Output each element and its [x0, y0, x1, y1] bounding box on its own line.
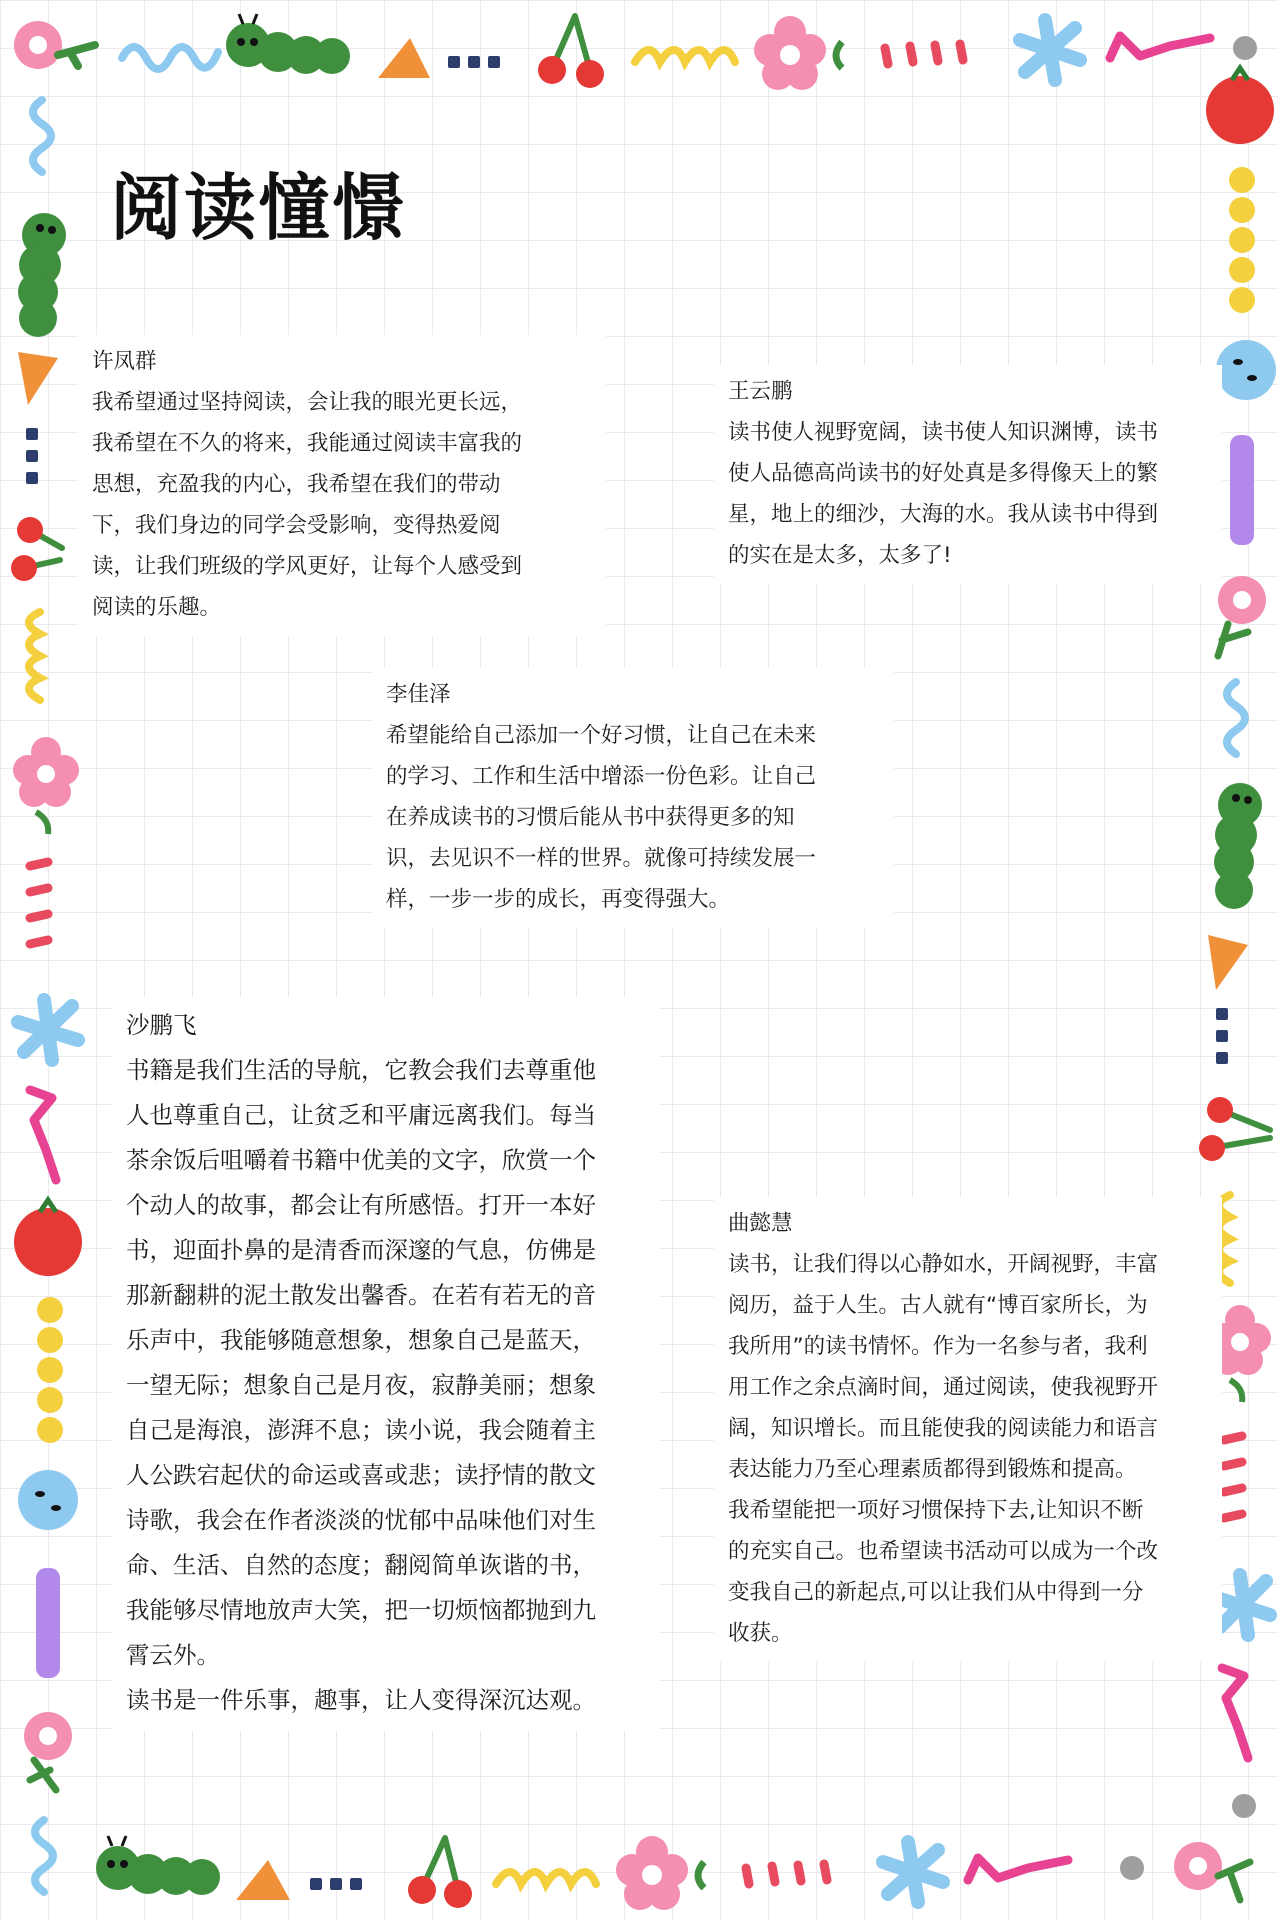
gray-dot-icon	[1233, 36, 1257, 60]
entry-author: 王云鹏	[728, 379, 793, 404]
entry-text: 希望能给自己添加一个好习惯，让自己在未来 的学习、工作和生活中增添一份色彩。让自己 在养成读书的习惯后能从书中获得更多的知 识，去见识不一样的世界。就像可持续发展一 样，一步一步的成长，再变得强大。	[386, 723, 817, 912]
entry-card	[714, 365, 1222, 584]
entry-text: 我希望通过坚持阅读，会让我的眼光更长远， 我希望在不久的将来，我能通过阅读丰富我的 思想，充盈我的内心，我希望在我们的带动 下，我们身边的同学会受影响，变得热爱阅 读，让我们班级的学风更好，让每个人感受到 阅读的乐趣。	[92, 390, 523, 620]
navy-dots-icon	[448, 56, 500, 68]
navy-dots-icon	[26, 428, 38, 484]
gray-dot-icon	[1232, 1794, 1256, 1818]
blue-flower-icon	[1020, 20, 1080, 80]
entry-text: 书籍是我们生活的导航，它教会我们去尊重他 人也尊重自己，让贫乏和平庸远离我们。每当 茶余饭后咀嚼着书籍中优美的文字，欣赏一个 个动人的故事，都会让有所感悟。打开一本好 书，迎面扑鼻的是清香而深邃的气息，仿佛是 那新翻耕的泥土散发出馨香。在若有若无的音 乐声中，我能够随意想象，想象自己是蓝天， 一望无际；想象自己是月夜，寂静美丽；想象 自己是海浪，澎湃不息；读小说，我会随着主 人公跌宕起伏的命运或喜或悲；读抒情的散文 诗歌，我会在作者淡淡的忧郁中品味他们对生 命、生活、自然的态度；翻阅简单诙谐的书， 我能够尽情地放声大笑，把一切烦恼都抛到九 霄云外。 读书是一件乐事，趣事，让人变得深沉达观。	[126, 1056, 596, 1714]
caterpillar-icon	[96, 1836, 220, 1895]
caterpillar-icon	[226, 14, 350, 74]
entry-author: 许凤群	[92, 349, 157, 374]
blue-flower-icon	[1214, 1575, 1270, 1635]
orange-triangle-icon	[18, 352, 58, 405]
yellow-loops-icon	[29, 612, 40, 700]
caterpillar-icon	[18, 213, 66, 337]
page-title: 阅读憧憬	[110, 166, 407, 250]
pink-pin-icon	[14, 21, 95, 69]
magenta-zigzag-icon	[1110, 36, 1210, 58]
orange-triangle-icon	[1208, 935, 1248, 990]
entry-card	[714, 1197, 1222, 1662]
cherry-icon	[1199, 1097, 1270, 1161]
entry-text: 读书使人视野宽阔，读书使人知识渊博，读书 使人品德高尚读书的好处真是多得像天上的繁 星，地上的细沙，大海的水。我从读书中得到 的实在是太多，太多了!	[728, 420, 1159, 568]
blue-squiggle-icon	[1227, 682, 1245, 754]
entry-card	[372, 668, 894, 928]
purple-bar-icon	[1230, 435, 1254, 545]
purple-bar-icon	[36, 1568, 60, 1678]
tomato-icon	[14, 1200, 82, 1276]
entry-text: 读书，让我们得以心静如水，开阔视野，丰富 阅历，益于人生。古人就有“博百家所长，为 我所用”的读书情怀。作为一名参与者，我利 用工作之余点滴时间，通过阅读，使我视野开 阔，知识增长。而且能使我的阅读能力和语言 表达能力乃至心理素质都得到锻炼和提高。 我希望能把一项好习惯保持下去,让知识不断 的充实自己。也希望读书活动可以成为一个改 变我自己的新起点,可以让我们从中得到一分 收获。	[728, 1252, 1159, 1646]
entry-card	[78, 335, 606, 636]
entry-author: 沙鹏飞	[126, 1011, 197, 1039]
magenta-zigzag-icon	[968, 1858, 1068, 1880]
pink-pin-icon	[1218, 576, 1266, 656]
red-dashes-icon	[746, 1864, 827, 1884]
blue-blob-icon	[18, 1470, 78, 1530]
orange-triangle-icon	[236, 1860, 290, 1900]
blue-flower-icon	[883, 1842, 943, 1902]
blue-blob-icon	[1216, 340, 1276, 400]
red-dashes-icon	[30, 862, 48, 944]
blue-squiggle-icon	[33, 100, 51, 172]
red-dashes-icon	[885, 44, 963, 64]
entry-card	[112, 997, 660, 1731]
caterpillar-icon	[1214, 783, 1262, 909]
entry-author: 李佳泽	[386, 682, 451, 707]
pink-flower-icon	[754, 16, 842, 90]
yellow-loops-icon	[496, 1872, 596, 1884]
blue-squiggle-icon	[122, 47, 218, 69]
cherry-icon	[538, 16, 604, 88]
yellow-dots-icon	[1229, 167, 1255, 313]
navy-dots-icon	[310, 1878, 362, 1890]
orange-triangle-icon	[378, 38, 430, 78]
blue-squiggle-icon	[35, 1820, 53, 1892]
cherry-icon	[408, 1838, 472, 1908]
magenta-zigzag-icon	[30, 1090, 56, 1180]
blue-flower-icon	[18, 1000, 78, 1060]
cherry-icon	[11, 517, 62, 581]
red-dashes-icon	[1224, 1436, 1242, 1518]
pink-flower-icon	[616, 1836, 704, 1910]
entry-author: 曲懿慧	[728, 1211, 793, 1236]
navy-dots-icon	[1216, 1008, 1228, 1064]
magenta-zigzag-icon	[1222, 1668, 1248, 1758]
pink-pin-icon	[1174, 1842, 1250, 1900]
tomato-icon	[1206, 68, 1274, 144]
yellow-loops-icon	[635, 50, 735, 62]
pink-flower-icon	[13, 737, 79, 834]
gray-dot-icon	[1120, 1856, 1144, 1880]
yellow-dots-icon	[37, 1297, 63, 1443]
pink-pin-icon	[24, 1712, 72, 1790]
